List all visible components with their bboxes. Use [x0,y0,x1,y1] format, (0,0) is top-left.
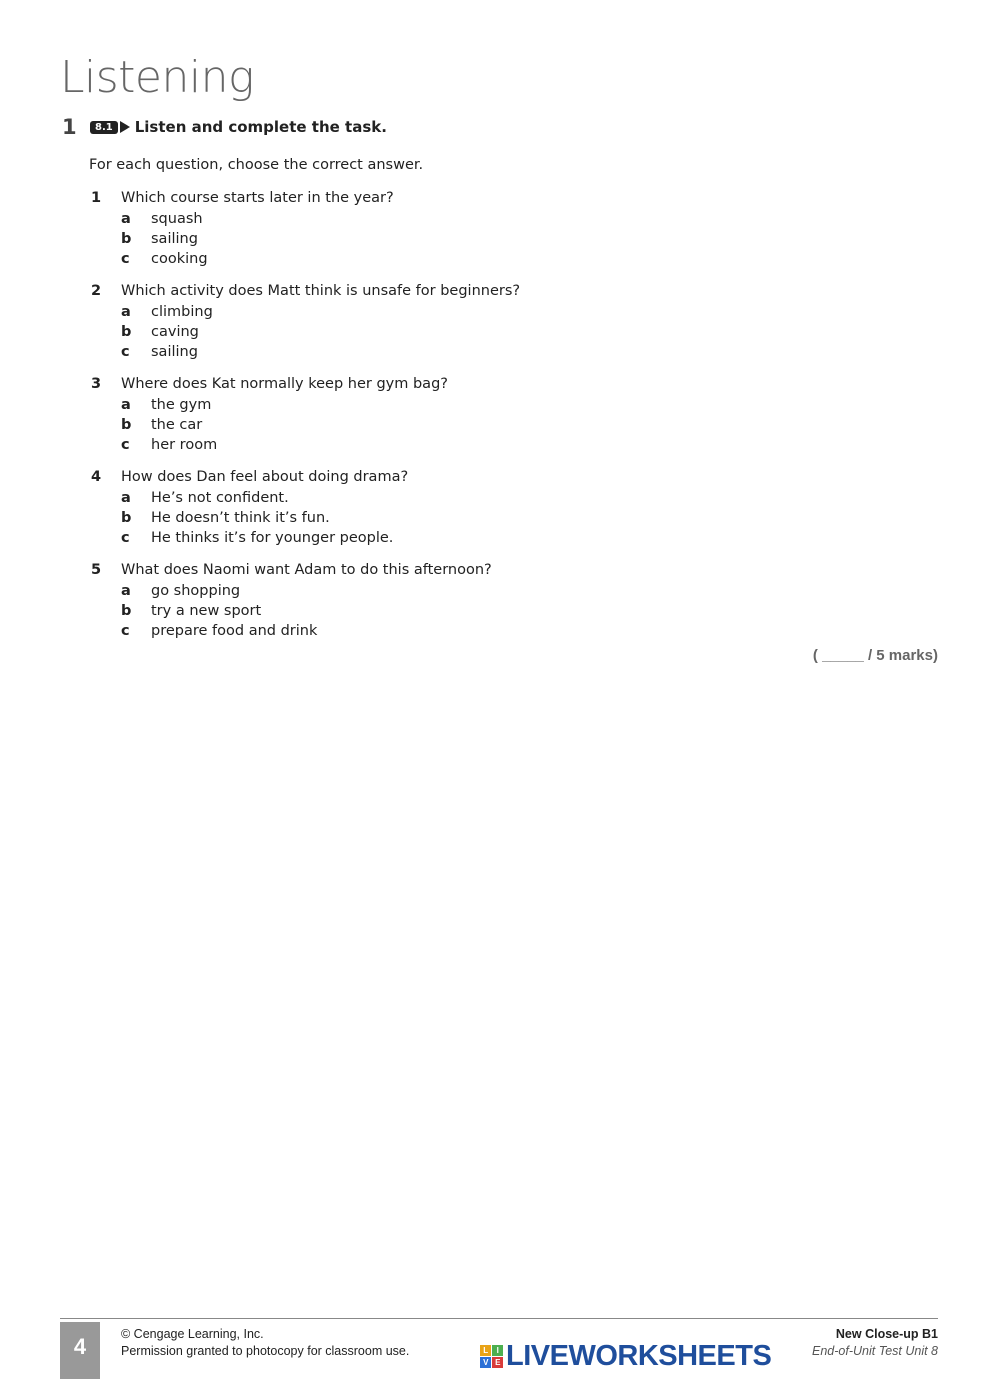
option-letter: c [121,251,130,267]
option-letter: b [121,510,132,526]
question-row [91,559,520,581]
answer-option[interactable] [91,415,520,435]
book-title: New Close-up B1 [835,1327,938,1341]
option-text: He thinks it’s for younger people. [151,530,394,546]
answer-option[interactable] [91,342,520,362]
permission: Permission granted to photocopy for classroom use. [121,1344,410,1358]
question-row [91,187,520,209]
question-list [91,187,520,652]
marks: ( _____ / 5 marks) [812,647,938,664]
task-number: 1 [62,115,77,139]
option-text: He’s not confident. [151,490,289,506]
option-letter: b [121,603,132,619]
option-letter: a [121,490,131,506]
option-text: squash [151,211,203,227]
option-letter: c [121,437,130,453]
option-letter: a [121,304,131,320]
question-text: What does Naomi want Adam to do this afternoon? [121,562,492,578]
question-number: 1 [91,190,102,206]
play-icon [120,121,130,133]
option-letter: b [121,231,132,247]
question-row [91,280,520,302]
footer-left [121,1326,409,1360]
option-letter: c [121,623,130,639]
instruction: For each question, choose the correct answer. [89,157,424,173]
copyright: © Cengage Learning, Inc. [121,1327,264,1341]
option-text: the car [151,417,203,433]
liveworksheets-logo [480,1340,771,1373]
answer-option[interactable] [91,229,520,249]
answer-option[interactable] [91,209,520,229]
option-text: sailing [151,231,198,247]
question-number: 2 [91,283,102,299]
option-text: the gym [151,397,212,413]
question-row [91,373,520,395]
question-text: Which activity does Matt think is unsafe for beginners? [121,283,521,299]
question-text: Where does Kat normally keep her gym bag? [121,376,448,392]
answer-option[interactable] [91,249,520,269]
answer-option[interactable] [91,508,520,528]
question-text: Which course starts later in the year? [121,190,394,206]
answer-option[interactable] [91,302,520,322]
option-letter: b [121,324,132,340]
answer-option[interactable] [91,528,520,548]
question-row [91,466,520,488]
page-number: 4 [60,1322,100,1379]
test-title: End-of-Unit Test Unit 8 [812,1344,938,1358]
option-text: go shopping [151,583,241,599]
question [91,187,520,269]
answer-option[interactable] [91,435,520,455]
footer-right [812,1326,938,1360]
option-letter: c [121,530,130,546]
audio-track-badge: 8.1 [90,121,118,134]
option-letter: a [121,397,131,413]
footer-divider [60,1318,938,1319]
option-text: her room [151,437,218,453]
question [91,373,520,455]
option-letter: c [121,344,130,360]
question-number: 3 [91,376,102,392]
option-text: cooking [151,251,208,267]
question [91,559,520,641]
answer-option[interactable] [91,581,520,601]
option-text: sailing [151,344,198,360]
task-heading [62,115,387,139]
answer-option[interactable] [91,488,520,508]
option-text: prepare food and drink [151,623,318,639]
answer-option[interactable] [91,601,520,621]
logo-icon: L I V E [480,1345,503,1368]
option-letter: a [121,583,131,599]
task-text: Listen and complete the task. [134,118,387,136]
question [91,466,520,548]
question [91,280,520,362]
question-number: 4 [91,469,102,485]
question-text: How does Dan feel about doing drama? [121,469,409,485]
answer-option[interactable] [91,395,520,415]
option-text: try a new sport [151,603,262,619]
option-letter: a [121,211,131,227]
answer-option[interactable] [91,322,520,342]
option-text: caving [151,324,199,340]
option-letter: b [121,417,132,433]
answer-option[interactable] [91,621,520,641]
option-text: climbing [151,304,213,320]
question-number: 5 [91,562,102,578]
option-text: He doesn’t think it’s fun. [151,510,330,526]
page-title: Listening [60,52,254,103]
watermark-text: LIVEWORKSHEETS [506,1340,772,1372]
